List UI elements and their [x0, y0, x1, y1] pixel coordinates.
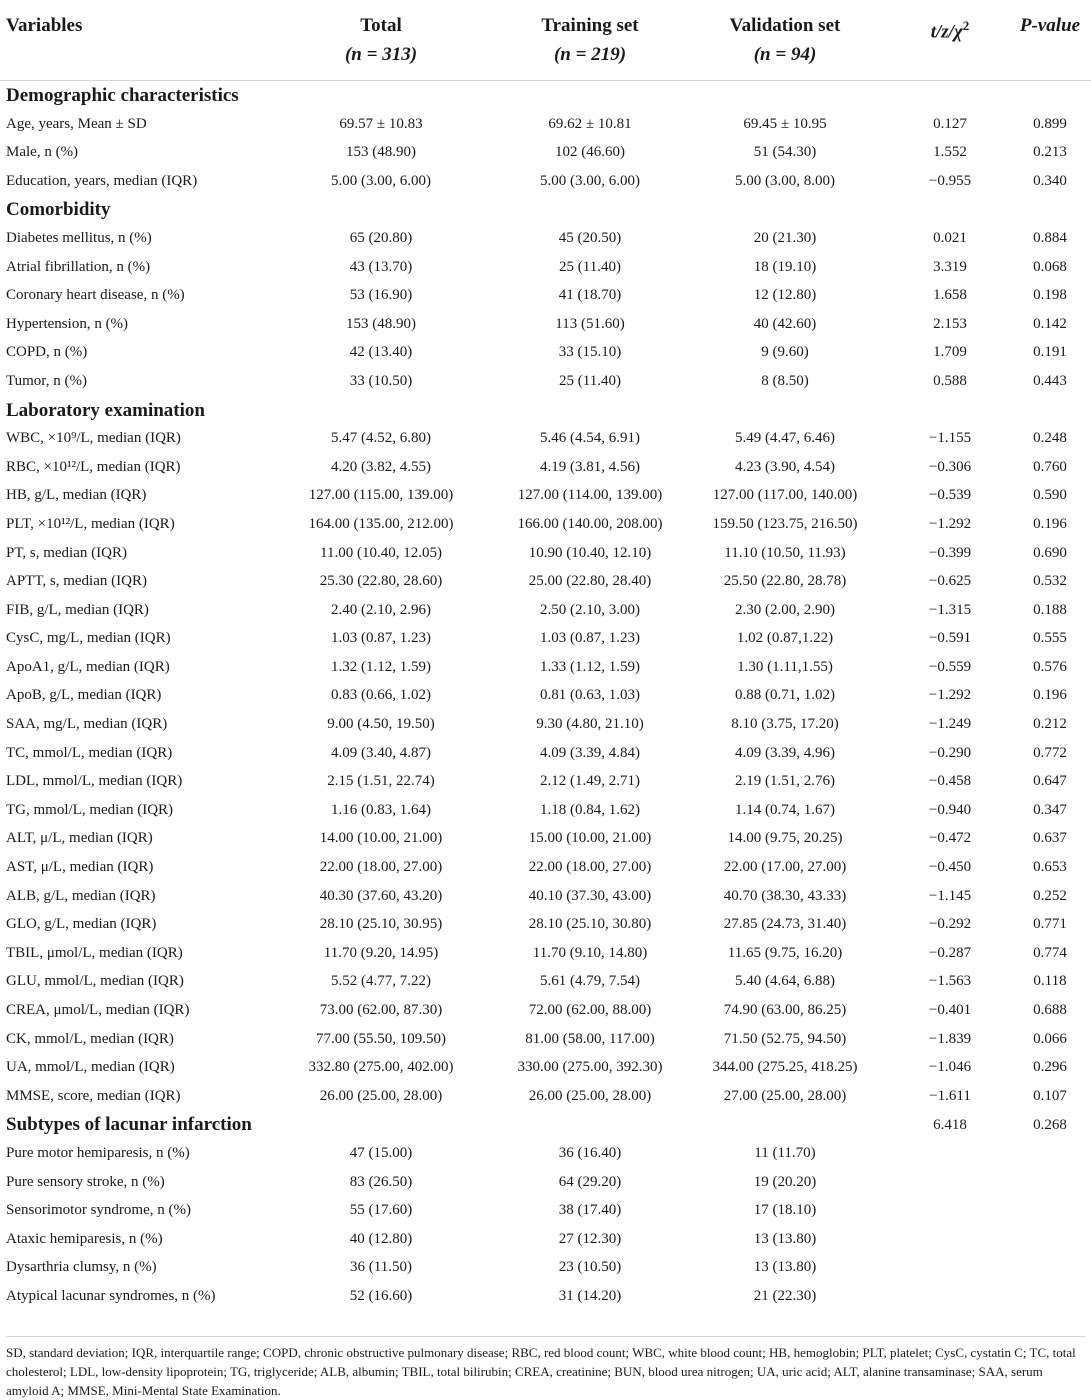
cell-statistic: 1.658 [933, 287, 967, 304]
cell-training: 1.03 (0.87, 1.23) [540, 630, 640, 647]
table-row [0, 1168, 1091, 1197]
table-row [0, 681, 1091, 710]
cell-variable: Pure motor hemiparesis, n (%) [6, 1144, 190, 1161]
cell-training: 64 (29.20) [558, 1173, 622, 1190]
cell-training: 166.00 (140.00, 208.00) [517, 515, 663, 532]
cell-validation: 13 (13.80) [753, 1230, 817, 1247]
cell-pvalue: 0.213 [1033, 144, 1067, 161]
table-row [0, 1082, 1091, 1111]
cell-validation: 25.50 (22.80, 28.78) [723, 573, 847, 590]
cell-training: 10.90 (10.40, 12.10) [528, 544, 652, 561]
section-heading: Comorbidity [6, 199, 111, 221]
cell-total: 42 (13.40) [349, 344, 413, 361]
cell-total: 36 (11.50) [350, 1259, 412, 1276]
header-pvalue: P-value [1019, 15, 1081, 36]
cell-pvalue: 0.296 [1033, 1059, 1067, 1076]
cell-variable: PT, s, median (IQR) [6, 544, 127, 561]
cell-pvalue: 0.212 [1033, 716, 1067, 733]
cell-pvalue: 0.191 [1033, 344, 1067, 361]
table-row [0, 110, 1091, 139]
table-row [0, 567, 1091, 596]
table-row [0, 338, 1091, 367]
cell-statistic: 1.552 [933, 144, 967, 161]
table-row [0, 510, 1091, 539]
cell-validation: 40 (42.60) [753, 315, 817, 332]
header-statistic: $t/z/\chi^2$ [930, 18, 970, 43]
table-row [0, 1025, 1091, 1054]
cell-training: 4.09 (3.39, 4.84) [540, 744, 640, 761]
cell-variable: Age, years, Mean ± SD [6, 115, 147, 132]
cell-variable: PLT, ×10¹²/L, median (IQR) [6, 515, 175, 532]
cell-pvalue: 0.188 [1033, 601, 1067, 618]
cell-total: 332.80 (275.00, 402.00) [308, 1059, 454, 1076]
cell-pvalue: 0.068 [1033, 258, 1067, 275]
cell-total: 1.32 (1.12, 1.59) [331, 658, 431, 675]
cell-statistic: 3.319 [933, 258, 967, 275]
cell-training: 25 (11.40) [559, 372, 621, 389]
cell-variable: Hypertension, n (%) [6, 315, 129, 332]
cell-variable: HB, g/L, median (IQR) [6, 487, 147, 504]
cell-variable: Education, years, median (IQR) [6, 172, 198, 189]
table-header [0, 0, 1091, 81]
cell-variable: Dysarthria clumsy, n (%) [6, 1259, 157, 1276]
table-row [0, 967, 1091, 996]
cell-total: 1.16 (0.83, 1.64) [331, 801, 431, 818]
cell-variable: COPD, n (%) [6, 344, 88, 361]
cell-variable: ALB, g/L, median (IQR) [6, 887, 156, 904]
cell-statistic: −1.292 [928, 687, 972, 704]
cell-total: 28.10 (25.10, 30.95) [319, 916, 443, 933]
table-row [0, 1253, 1091, 1282]
cell-validation: 22.00 (17.00, 27.00) [723, 859, 847, 876]
cell-validation: 5.40 (4.64, 6.88) [735, 973, 835, 990]
cell-total: 26.00 (25.00, 28.00) [319, 1087, 443, 1104]
cell-training: 9.30 (4.80, 21.10) [536, 716, 644, 733]
cell-statistic: −0.292 [928, 916, 972, 933]
cell-training: 25 (11.40) [559, 258, 621, 275]
cell-training: 2.50 (2.10, 3.00) [540, 601, 640, 618]
cell-pvalue: 0.772 [1033, 744, 1067, 761]
cell-variable: Atrial fibrillation, n (%) [6, 258, 151, 275]
cell-training: 1.33 (1.12, 1.59) [540, 658, 640, 675]
cell-statistic: −1.249 [928, 716, 972, 733]
cell-pvalue: 0.118 [1033, 973, 1067, 990]
cell-validation: 1.14 (0.74, 1.67) [735, 801, 835, 818]
cell-variable: CysC, mg/L, median (IQR) [6, 630, 171, 647]
cell-variable: AST, μ/L, median (IQR) [6, 859, 154, 876]
section-row [0, 81, 1091, 110]
cell-validation: 18 (19.10) [753, 258, 817, 275]
cell-variable: UA, mmol/L, median (IQR) [6, 1059, 175, 1076]
table-row [0, 1225, 1091, 1254]
cell-statistic: 0.127 [933, 115, 967, 132]
table-row [0, 253, 1091, 282]
cell-variable: GLU, mmol/L, median (IQR) [6, 973, 184, 990]
cell-variable: TBIL, μmol/L, median (IQR) [6, 944, 183, 961]
table-row [0, 424, 1091, 453]
cell-statistic: 1.709 [933, 344, 967, 361]
cell-pvalue: 0.555 [1033, 630, 1067, 647]
cell-statistic: 0.588 [933, 372, 967, 389]
table-row [0, 596, 1091, 625]
cell-pvalue: 0.690 [1033, 544, 1067, 561]
cell-total: 127.00 (115.00, 139.00) [308, 487, 454, 504]
cell-statistic: −0.955 [928, 172, 972, 189]
cell-validation: 19 (20.20) [753, 1173, 817, 1190]
cell-variable: ApoA1, g/L, median (IQR) [6, 658, 170, 675]
cell-training: 38 (17.40) [558, 1202, 622, 1219]
cell-total: 153 (48.90) [346, 315, 416, 332]
cell-training: 40.10 (37.30, 43.00) [528, 887, 652, 904]
cell-variable: GLO, g/L, median (IQR) [6, 916, 157, 933]
cell-validation: 5.00 (3.00, 8.00) [735, 172, 835, 189]
cell-statistic: −0.458 [928, 773, 972, 790]
section-heading: Laboratory examination [6, 399, 205, 421]
cell-validation: 127.00 (117.00, 140.00) [712, 487, 858, 504]
cell-total: 153 (48.90) [346, 144, 416, 161]
cell-total: 1.03 (0.87, 1.23) [331, 630, 431, 647]
cell-pvalue: 0.653 [1033, 859, 1067, 876]
table-row [0, 739, 1091, 768]
table-row [0, 996, 1091, 1025]
cell-training: 72.00 (62.00, 88.00) [528, 1002, 652, 1018]
cell-training: 5.61 (4.79, 7.54) [540, 973, 640, 990]
cell-statistic: 2.153 [933, 315, 967, 332]
cell-variable: CK, mmol/L, median (IQR) [6, 1030, 174, 1047]
header-validation-n: (n = 94) [753, 44, 817, 65]
cell-pvalue: 0.884 [1033, 229, 1067, 246]
cell-training: 127.00 (114.00, 139.00) [517, 487, 663, 504]
cell-validation: 17 (18.10) [753, 1202, 817, 1219]
cell-variable: RBC, ×10¹²/L, median (IQR) [6, 458, 181, 475]
cell-total: 25.30 (22.80, 28.60) [319, 573, 443, 590]
cell-training: 69.62 ± 10.81 [548, 115, 632, 132]
cell-pvalue: 0.647 [1033, 773, 1067, 790]
header-training: Training set (n = 219) [541, 15, 639, 65]
cell-training: 27 (12.30) [558, 1230, 622, 1247]
cell-total: 5.47 (4.52, 6.80) [331, 430, 431, 447]
cell-total: 47 (15.00) [349, 1144, 413, 1161]
section-heading: Subtypes of lacunar infarction [6, 1114, 252, 1136]
cell-statistic: −1.563 [928, 973, 972, 990]
cell-total: 77.00 (55.50, 109.50) [316, 1030, 446, 1047]
table-row [0, 224, 1091, 253]
cell-total: 14.00 (10.00, 21.00) [319, 830, 443, 847]
cell-validation: 8 (8.50) [761, 372, 809, 389]
table-row [0, 367, 1091, 396]
cell-statistic: 6.418 [933, 1117, 967, 1134]
cell-statistic: −0.306 [928, 458, 972, 475]
table-row [0, 653, 1091, 682]
table-row [0, 167, 1091, 196]
cell-variable: TC, mmol/L, median (IQR) [6, 744, 173, 761]
cell-pvalue: 0.066 [1033, 1030, 1067, 1047]
table-row [0, 910, 1091, 939]
table-row [0, 481, 1091, 510]
header-training-n: (n = 219) [553, 44, 627, 65]
cell-training: 81.00 (58.00, 117.00) [525, 1030, 655, 1047]
cell-validation: 4.09 (3.39, 4.96) [735, 744, 835, 761]
cell-total: 69.57 ± 10.83 [339, 115, 423, 132]
header-variables: Variables [6, 15, 83, 36]
cell-validation: 9 (9.60) [761, 344, 809, 361]
section-row [0, 195, 1091, 224]
cell-pvalue: 0.590 [1033, 487, 1067, 504]
cell-validation: 11.65 (9.75, 16.20) [727, 944, 843, 961]
cell-training: 15.00 (10.00, 21.00) [528, 830, 652, 847]
cell-training: 5.46 (4.54, 6.91) [540, 430, 640, 447]
cell-statistic: −1.292 [928, 515, 972, 532]
cell-total: 5.52 (4.77, 7.22) [331, 973, 431, 990]
cell-pvalue: 0.340 [1033, 172, 1067, 189]
cell-pvalue: 0.760 [1033, 458, 1067, 475]
cell-variable: WBC, ×10⁹/L, median (IQR) [6, 430, 181, 447]
cell-validation: 71.50 (52.75, 94.50) [723, 1030, 847, 1047]
section-row [0, 1110, 1091, 1139]
cell-variable: Atypical lacunar syndromes, n (%) [6, 1287, 216, 1304]
table-body [0, 81, 1091, 1311]
cell-validation: 2.30 (2.00, 2.90) [735, 601, 835, 618]
cell-statistic: −1.315 [928, 601, 972, 618]
cell-statistic: 0.021 [933, 229, 967, 246]
header-total: Total (n = 313) [344, 15, 418, 65]
cell-variable: SAA, mg/L, median (IQR) [6, 716, 168, 733]
cell-validation: 27.85 (24.73, 31.40) [723, 916, 847, 933]
cell-validation: 74.90 (63.00, 86.25) [723, 1002, 847, 1018]
cell-training: 31 (14.20) [558, 1287, 622, 1304]
cell-statistic: −0.450 [928, 859, 972, 876]
cell-training: 26.00 (25.00, 28.00) [528, 1087, 652, 1104]
cell-statistic: −0.559 [928, 658, 972, 675]
cell-training: 5.00 (3.00, 6.00) [540, 172, 640, 189]
cell-variable: Ataxic hemiparesis, n (%) [6, 1230, 163, 1247]
cell-variable: Sensorimotor syndrome, n (%) [6, 1202, 191, 1219]
cell-total: 53 (16.90) [349, 287, 413, 304]
cell-statistic: −1.145 [928, 887, 972, 904]
cell-statistic: −0.940 [928, 801, 972, 818]
cell-statistic: −1.046 [928, 1059, 972, 1076]
cell-pvalue: 0.252 [1033, 887, 1067, 904]
cell-training: 22.00 (18.00, 27.00) [528, 859, 652, 876]
cell-validation: 20 (21.30) [753, 229, 817, 246]
table-row [0, 824, 1091, 853]
cell-validation: 51 (54.30) [753, 144, 817, 161]
cell-training: 330.00 (275.00, 392.30) [517, 1059, 663, 1076]
table-row [0, 1139, 1091, 1168]
cell-variable: MMSE, score, median (IQR) [6, 1087, 181, 1104]
cell-pvalue: 0.899 [1033, 115, 1067, 132]
table-row [0, 1282, 1091, 1311]
cell-total: 11.00 (10.40, 12.05) [320, 544, 442, 561]
cell-statistic: −0.290 [928, 744, 972, 761]
cell-training: 23 (10.50) [558, 1259, 622, 1276]
cell-statistic: −0.401 [928, 1002, 972, 1018]
cell-training: 33 (15.10) [558, 344, 622, 361]
cell-total: 22.00 (18.00, 27.00) [319, 859, 443, 876]
cell-pvalue: 0.774 [1033, 944, 1067, 961]
cell-training: 36 (16.40) [558, 1144, 622, 1161]
cell-total: 33 (10.50) [349, 372, 413, 389]
cell-training: 102 (46.60) [555, 144, 625, 161]
cell-total: 164.00 (135.00, 212.00) [308, 515, 454, 532]
cell-validation: 12 (12.80) [753, 287, 817, 304]
table-row [0, 796, 1091, 825]
cell-training: 11.70 (9.10, 14.80) [532, 944, 648, 961]
cell-statistic: −0.591 [928, 630, 972, 647]
cell-variable: LDL, mmol/L, median (IQR) [6, 773, 183, 790]
cell-variable: Coronary heart disease, n (%) [6, 287, 185, 304]
cell-variable: APTT, s, median (IQR) [6, 573, 147, 590]
table-row [0, 310, 1091, 339]
cell-pvalue: 0.576 [1033, 658, 1067, 675]
cell-pvalue: 0.142 [1033, 315, 1067, 332]
cell-statistic: −0.625 [928, 573, 972, 590]
cell-training: 25.00 (22.80, 28.40) [528, 573, 652, 590]
table-row [0, 939, 1091, 968]
table-row [0, 853, 1091, 882]
cell-validation: 159.50 (123.75, 216.50) [712, 515, 858, 532]
cell-variable: TG, mmol/L, median (IQR) [6, 801, 174, 818]
cell-pvalue: 0.771 [1033, 916, 1067, 933]
cell-total: 83 (26.50) [349, 1173, 413, 1190]
cell-validation: 0.88 (0.71, 1.02) [735, 687, 835, 704]
cell-variable: CREA, μmol/L, median (IQR) [6, 1002, 190, 1018]
cell-training: 45 (20.50) [558, 229, 622, 246]
cell-variable: Male, n (%) [6, 144, 79, 161]
cell-validation: 5.49 (4.47, 6.46) [735, 430, 835, 447]
cell-statistic: −0.287 [928, 944, 972, 961]
cell-total: 2.15 (1.51, 22.74) [327, 773, 435, 790]
cell-total: 40 (12.80) [349, 1230, 413, 1247]
cell-total: 4.20 (3.82, 4.55) [331, 458, 431, 475]
cell-pvalue: 0.268 [1033, 1117, 1067, 1134]
cell-statistic: −0.472 [928, 830, 972, 847]
cell-pvalue: 0.532 [1033, 573, 1067, 590]
cell-statistic: −1.839 [928, 1030, 972, 1047]
cell-pvalue: 0.107 [1033, 1087, 1067, 1104]
cell-validation: 21 (22.30) [753, 1287, 817, 1304]
cell-training: 0.81 (0.63, 1.03) [540, 687, 640, 704]
cell-statistic: −1.611 [929, 1087, 971, 1104]
section-row [0, 396, 1091, 425]
cell-total: 4.09 (3.40, 4.87) [331, 744, 431, 761]
cell-training: 41 (18.70) [558, 287, 622, 304]
cell-statistic: −0.539 [928, 487, 972, 504]
cell-variable: Pure sensory stroke, n (%) [6, 1173, 165, 1190]
cell-total: 9.00 (4.50, 19.50) [327, 716, 435, 733]
cell-pvalue: 0.688 [1033, 1002, 1067, 1018]
cell-pvalue: 0.443 [1033, 372, 1067, 389]
cell-total: 55 (17.60) [349, 1202, 413, 1219]
cell-total: 43 (13.70) [349, 258, 413, 275]
cell-pvalue: 0.248 [1033, 430, 1067, 447]
table-row [0, 767, 1091, 796]
cell-variable: ApoB, g/L, median (IQR) [6, 687, 162, 704]
cell-training: 28.10 (25.10, 30.80) [528, 916, 652, 933]
cell-validation: 2.19 (1.51, 2.76) [735, 773, 835, 790]
cell-total: 73.00 (62.00, 87.30) [319, 1002, 443, 1018]
cell-statistic: −1.155 [928, 430, 972, 447]
cell-pvalue: 0.347 [1033, 801, 1067, 818]
section-heading: Demographic characteristics [6, 85, 239, 106]
cell-training: 2.12 (1.49, 2.71) [540, 773, 640, 790]
table-footnote: SD, standard deviation; IQR, interquartile range; COPD, chronic obstructive pulmonary disease; RBC, red blood count; WBC, white blood count; HB, hemoglobin; PLT, platelet; CysC, cystatin C; TC, total cholesterol; LDL, low-density lipoprotein; TG, triglyceride; ALB, albumin; TBIL, total bilirubin; CREA, creatinine; BUN, blood urea nitrogen; UA, uric acid; ALT, alanine transaminase; SAA, serum amyloid A; MMSE, Mini-Mental State Examination. [6, 1336, 1086, 1400]
cell-variable: Tumor, n (%) [6, 372, 87, 389]
cell-total: 2.40 (2.10, 2.96) [331, 601, 431, 618]
cell-pvalue: 0.198 [1033, 287, 1067, 304]
cell-pvalue: 0.637 [1033, 830, 1067, 847]
cell-pvalue: 0.196 [1033, 515, 1067, 532]
cell-validation: 69.45 ± 10.95 [743, 115, 827, 132]
cell-validation: 4.23 (3.90, 4.54) [735, 458, 835, 475]
cell-validation: 40.70 (38.30, 43.33) [723, 887, 847, 904]
cell-total: 65 (20.80) [349, 229, 413, 246]
cell-validation: 13 (13.80) [753, 1259, 817, 1276]
table-row [0, 539, 1091, 568]
header-total-n: (n = 313) [344, 44, 418, 65]
cell-total: 52 (16.60) [349, 1287, 413, 1304]
cell-validation: 11.10 (10.50, 11.93) [724, 544, 846, 561]
table-row [0, 1053, 1091, 1082]
table-row [0, 453, 1091, 482]
table-row [0, 710, 1091, 739]
cell-total: 0.83 (0.66, 1.02) [331, 687, 431, 704]
cell-validation: 27.00 (25.00, 28.00) [723, 1087, 847, 1104]
cell-training: 113 (51.60) [555, 315, 625, 332]
cell-training: 1.18 (0.84, 1.62) [540, 801, 640, 818]
cell-total: 5.00 (3.00, 6.00) [331, 172, 431, 189]
cell-variable: Diabetes mellitus, n (%) [6, 229, 152, 246]
cell-pvalue: 0.196 [1033, 687, 1067, 704]
cell-validation: 14.00 (9.75, 20.25) [727, 830, 843, 847]
cell-training: 4.19 (3.81, 4.56) [540, 458, 640, 475]
cell-validation: 1.02 (0.87,1.22) [736, 630, 834, 647]
cell-total: 11.70 (9.20, 14.95) [323, 944, 439, 961]
table-row [0, 281, 1091, 310]
table-row [0, 1196, 1091, 1225]
table-row [0, 882, 1091, 911]
table-row [0, 138, 1091, 167]
cell-variable: FIB, g/L, median (IQR) [6, 601, 149, 618]
cell-validation: 1.30 (1.11,1.55) [737, 658, 833, 675]
header-validation: Validation set (n = 94) [729, 15, 841, 65]
cell-variable: ALT, μ/L, median (IQR) [6, 830, 153, 847]
table-row [0, 624, 1091, 653]
cell-validation: 344.00 (275.25, 418.25) [712, 1059, 858, 1076]
cell-total: 40.30 (37.60, 43.20) [319, 887, 443, 904]
cell-validation: 11 (11.70) [754, 1144, 816, 1161]
cell-validation: 8.10 (3.75, 17.20) [731, 716, 839, 733]
cell-statistic: −0.399 [928, 544, 972, 561]
